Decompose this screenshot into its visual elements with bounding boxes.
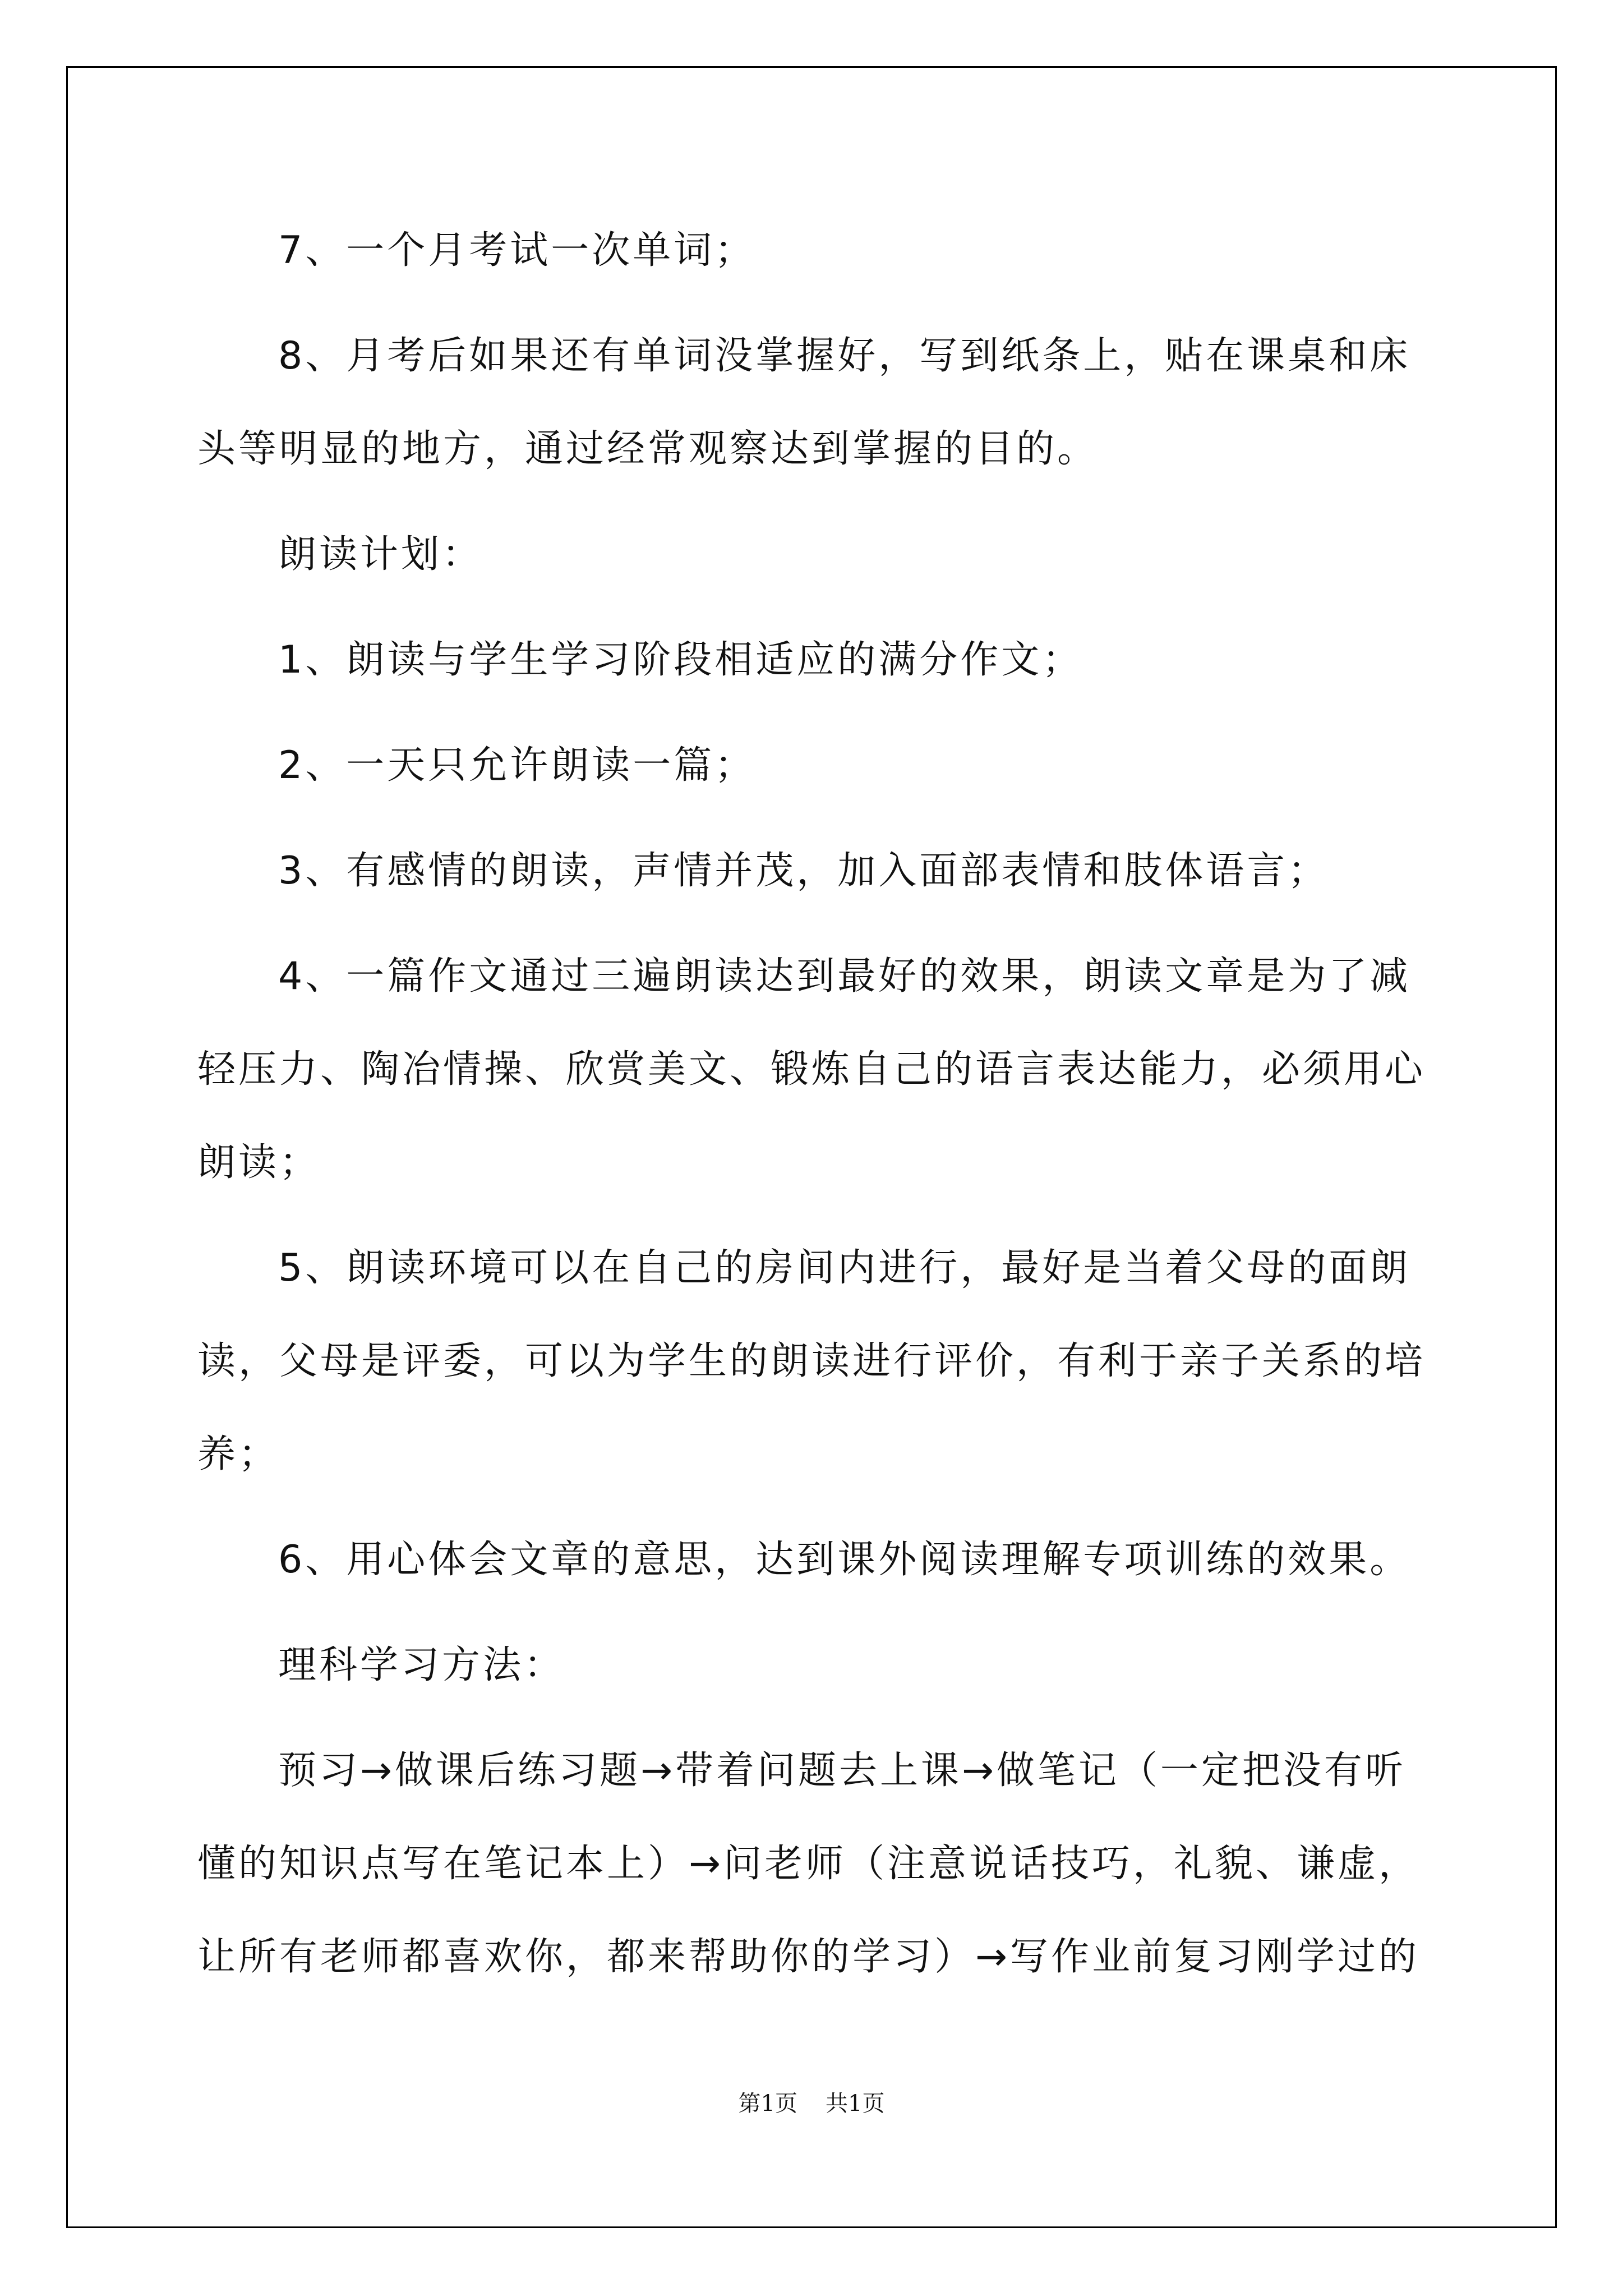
- document-body: [197, 204, 1437, 2016]
- paragraph: 预习→做课后练习题→带着问题去上课→做笔记（一定把没有听懂的知识点写在笔记本上）→问老师（注意说话技巧，礼貌、谦虚，让所有老师都喜欢你，都来帮助你的学习）→写作业前复习刚学过的: [197, 1749, 1419, 1979]
- page-footer: [0, 2087, 1623, 2120]
- paragraph: 2、一天只允许朗读一篇；: [278, 743, 756, 788]
- paragraph: 8、月考后如果还有单词没掌握好，写到纸条上，贴在课桌和床头等明显的地方，通过经常观察达到掌握的目的。: [197, 334, 1411, 471]
- paragraph: 5、朗读环境可以在自己的房间内进行，最好是当着父母的面朗读，父母是评委，可以为学生的朗读进行评价，有利于亲子关系的培养；: [197, 1246, 1426, 1476]
- paragraph: 3、有感情的朗读，声情并茂，加入面部表情和肢体语言；: [278, 849, 1329, 893]
- page-total: 共1页: [826, 2091, 885, 2116]
- paragraph: 6、用心体会文章的意思，达到课外阅读理解专项训练的效果。: [278, 1538, 1411, 1582]
- page-number: 第1页: [738, 2091, 797, 2116]
- section-heading: 朗读计划：: [278, 532, 483, 577]
- paragraph: 4、一篇作文通过三遍朗读达到最好的效果，朗读文章是为了减轻压力、陶冶情操、欣赏美文、锻炼自己的语言表达能力，必须用心朗读；: [197, 954, 1426, 1185]
- section-heading: 理科学习方法：: [278, 1643, 565, 1687]
- paragraph: 7、一个月考试一次单词；: [278, 228, 756, 273]
- paragraph: 1、朗读与学生学习阶段相适应的满分作文；: [278, 638, 1083, 682]
